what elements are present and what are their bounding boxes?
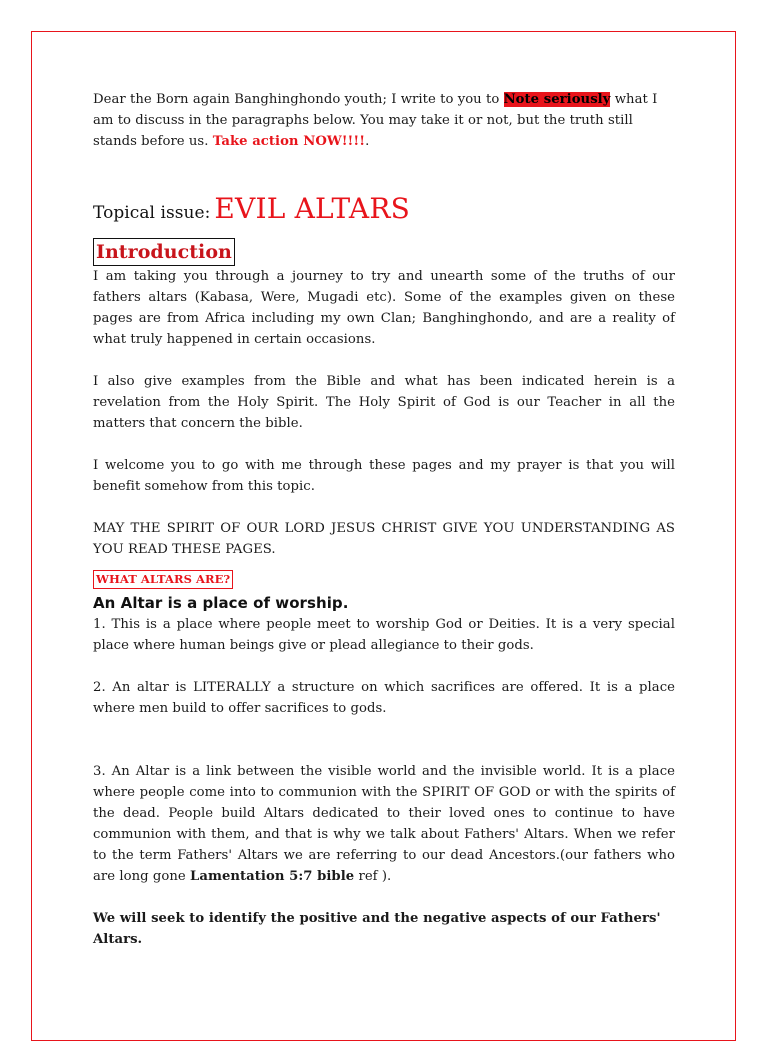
letter-paragraph bbox=[93, 89, 675, 152]
spacer bbox=[93, 656, 675, 677]
altar-point-3-text: 3. An Altar is a link between the visible world and the invisible world. It is a place where people come into to communion with the SPIRIT OF GOD or with the spirits of the dead. People build Altars dedicated to their loved ones to continue to have communion with them, and that is why we talk about Fathers' Altars. When we refer to the term Fathers' Altars we are referring to our dead Ancestors.(our fathers who are long gone bbox=[93, 764, 675, 884]
altar-point-3-end: ref ). bbox=[354, 869, 392, 884]
spacer bbox=[93, 887, 675, 908]
altar-point-3 bbox=[93, 761, 675, 887]
spacer bbox=[93, 719, 675, 740]
letter-text-middle: what I am to discuss in the paragraphs below. You may take it or not, but the truth still stands before us. bbox=[93, 92, 658, 149]
take-action-text: Take action NOW!!!! bbox=[212, 134, 366, 149]
closing-statement: We will seek to identify the positive and the negative aspects of our Fathers' Altars. bbox=[93, 911, 661, 947]
spacer bbox=[93, 740, 675, 761]
lamentation-reference: Lamentation 5:7 bible bbox=[190, 869, 355, 884]
intro-paragraph-4: MAY THE SPIRIT OF OUR LORD JESUS CHRIST GIVE YOU UNDERSTANDING AS YOU READ THESE PAGES. bbox=[93, 521, 675, 557]
topic-line bbox=[93, 192, 675, 234]
introduction-heading: Introduction bbox=[93, 238, 235, 266]
altar-point-2: 2. An altar is LITERALLY a structure on which sacrifices are offered. It is a place where men build to offer sacrifices to gods. bbox=[93, 680, 675, 716]
note-seriously-highlight: Note seriously bbox=[503, 92, 611, 107]
spacer bbox=[93, 497, 675, 518]
topic-label: Topical issue: bbox=[93, 203, 211, 223]
document-body bbox=[93, 89, 675, 950]
topic-title: EVIL ALTARS bbox=[214, 192, 410, 225]
altar-point-1: 1. This is a place where people meet to worship God or Deities. It is a very special place where human beings give or plead allegiance to their gods. bbox=[93, 617, 675, 653]
intro-paragraph-3: I welcome you to go with me through these pages and my prayer is that you will benefit somehow from this topic. bbox=[93, 458, 675, 494]
intro-paragraph-2: I also give examples from the Bible and what has been indicated herein is a revelation from the Holy Spirit. The Holy Spirit of God is our Teacher in all the matters that concern the bible. bbox=[93, 374, 675, 431]
altar-subheading: An Altar is a place of worship. bbox=[93, 594, 349, 612]
letter-text-start: Dear the Born again Banghinghondo youth; I write to you to bbox=[93, 92, 504, 107]
spacer bbox=[93, 434, 675, 455]
spacer bbox=[93, 350, 675, 371]
intro-paragraph-1: I am taking you through a journey to try and unearth some of the truths of our fathers altars (Kabasa, Were, Mugadi etc). Some of the examples given on these pages are from Africa including my own Clan; Banghinghondo, and are a reality of what truly happened in certain occasions. bbox=[93, 269, 675, 347]
what-altars-are-label: WHAT ALTARS ARE? bbox=[93, 570, 233, 589]
letter-text-end: . bbox=[365, 134, 370, 149]
